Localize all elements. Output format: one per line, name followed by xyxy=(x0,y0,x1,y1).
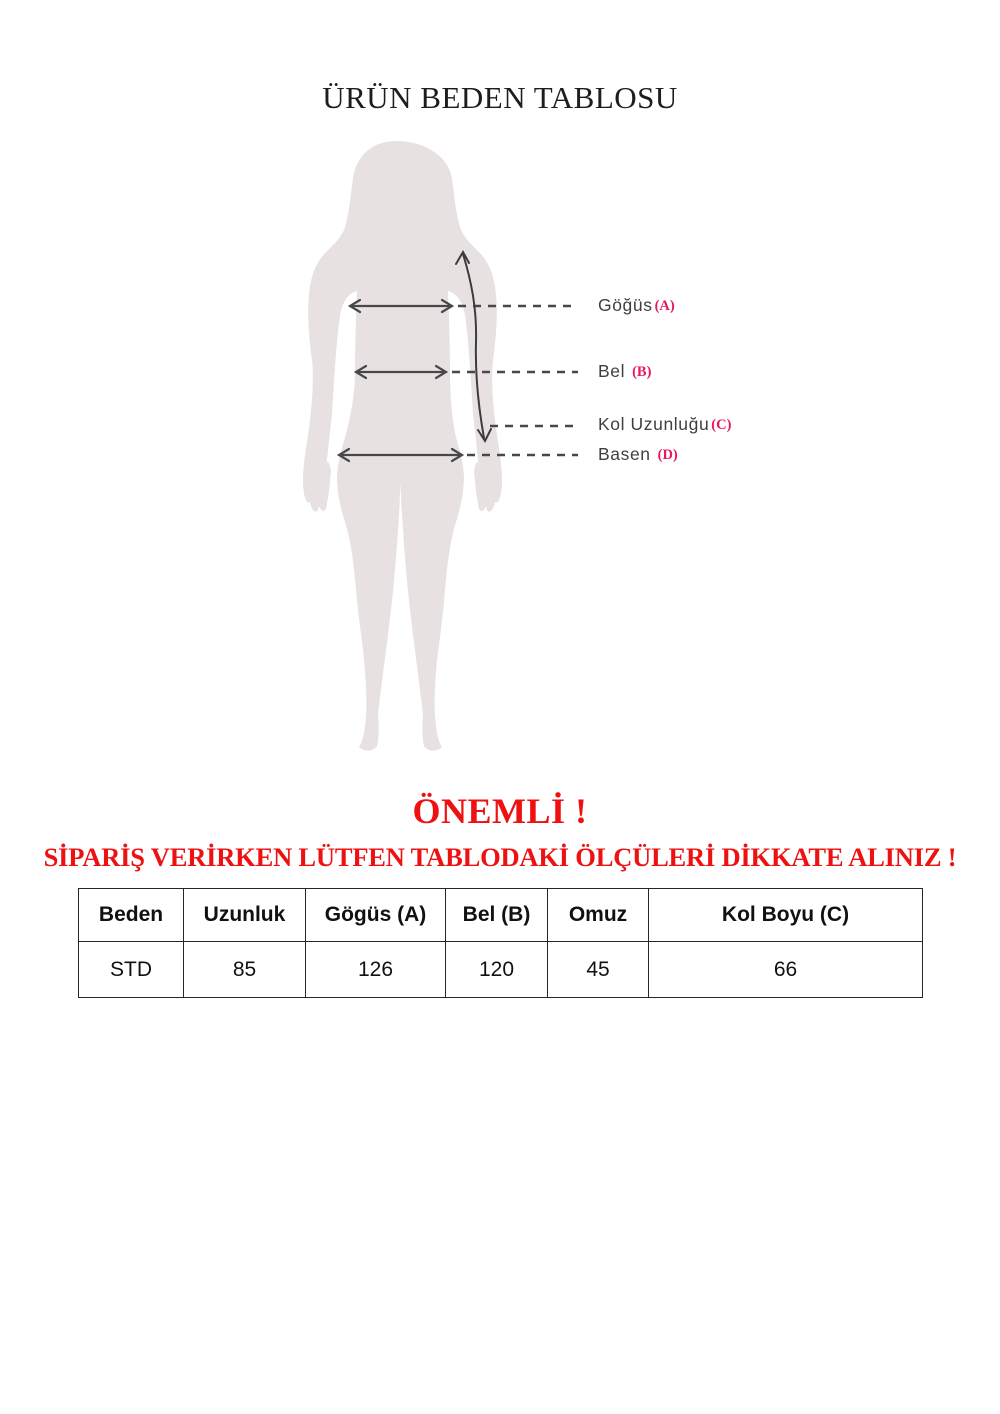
measurement-label-waist xyxy=(598,361,651,382)
col-header-beden: Beden xyxy=(79,889,184,942)
cell-gogus: 126 xyxy=(306,942,446,998)
cell-omuz: 45 xyxy=(548,942,649,998)
female-silhouette xyxy=(303,141,502,751)
measurement-label-text: Bel xyxy=(598,361,626,381)
important-heading: ÖNEMLİ ! xyxy=(412,791,588,831)
measurement-code: (B) xyxy=(632,364,652,380)
cell-beden: STD xyxy=(79,942,184,998)
measurement-label-text: Göğüs xyxy=(598,295,653,315)
measurement-code: (C) xyxy=(711,417,732,433)
measurement-label-chest xyxy=(598,295,675,316)
col-header-bel: Bel (B) xyxy=(446,889,548,942)
col-header-uzunluk: Uzunluk xyxy=(184,889,306,942)
measurement-code: (A) xyxy=(654,298,675,314)
size-table xyxy=(78,888,923,998)
cell-uzunluk: 85 xyxy=(184,942,306,998)
col-header-gogus: Gögüs (A) xyxy=(306,889,446,942)
cell-kol-boyu: 66 xyxy=(649,942,923,998)
size-table-header-row xyxy=(79,889,923,942)
measurement-label-hip xyxy=(598,444,678,465)
cell-bel: 120 xyxy=(446,942,548,998)
measurement-code: (D) xyxy=(657,447,678,463)
measurement-label-arm-length xyxy=(598,414,731,435)
col-header-omuz: Omuz xyxy=(548,889,649,942)
warning-text: SİPARİŞ VERİRKEN LÜTFEN TABLODAKİ ÖLÇÜLERİ DİKKATE ALINIZ ! xyxy=(43,842,957,872)
measurement-label-text: Kol Uzunluğu xyxy=(598,414,710,434)
page-title: ÜRÜN BEDEN TABLOSU xyxy=(322,80,678,115)
measurement-label-text: Basen xyxy=(598,444,651,464)
size-table-data-row xyxy=(79,942,923,998)
col-header-kol-boyu: Kol Boyu (C) xyxy=(649,889,923,942)
